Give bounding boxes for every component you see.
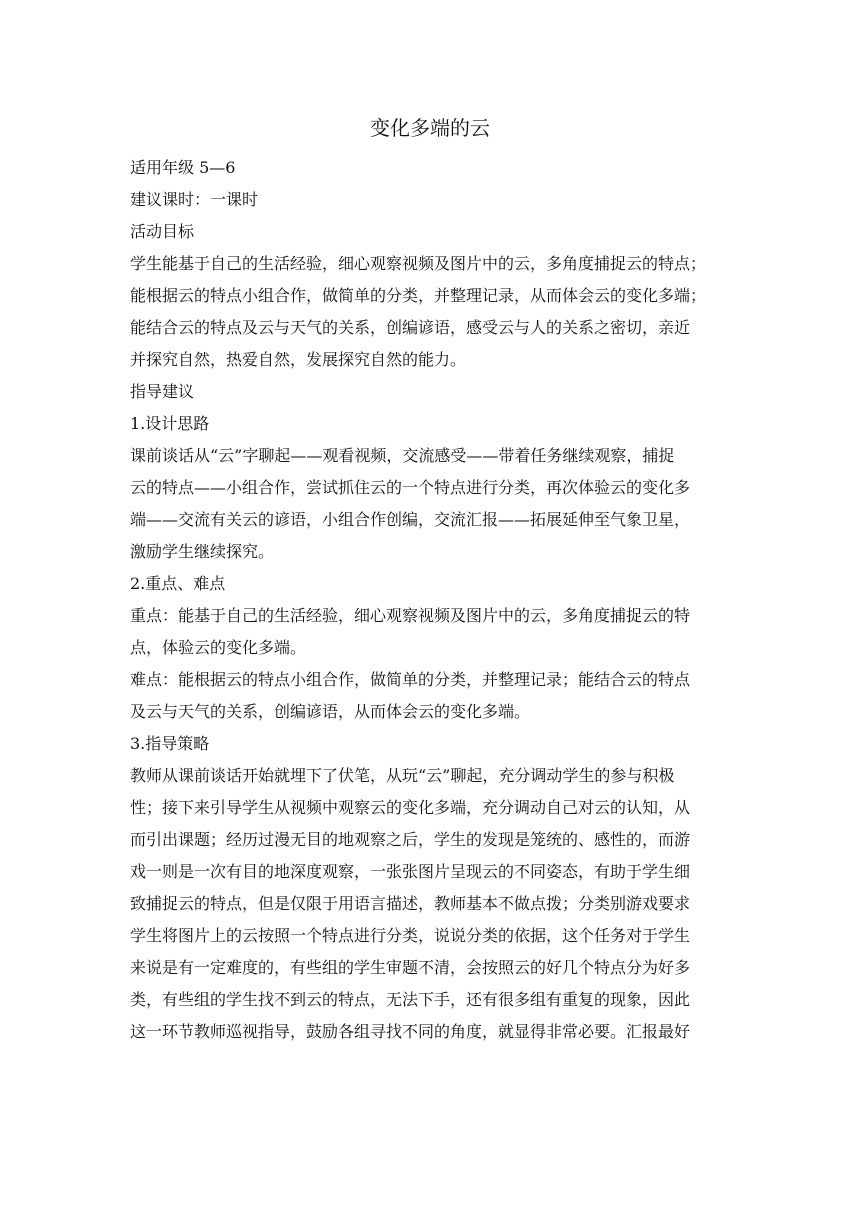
goals-line: 并探究自然，热爱自然，发展探究自然的能力。 [130, 350, 467, 369]
difficulties-line: 难点：能根据云的特点小组合作，做简单的分类，并整理记录；能结合云的特点 [130, 670, 691, 689]
strategy-line: 戏一则是一次有目的地深度观察，一张张图片呈现云的不同姿态，有助于学生细 [130, 862, 691, 881]
key-points-line: 重点：能基于自己的生活经验，细心观察视频及图片中的云，多角度捕捉云的特 [130, 606, 691, 625]
strategy-line: 类，有些组的学生找不到云的特点，无法下手，还有很多组有重复的现象，因此 [130, 990, 691, 1009]
design-idea-line: 激励学生继续探究。 [130, 542, 275, 561]
goals-line: 学生能基于自己的生活经验，细心观察视频及图片中的云，多角度捕捉云的特点； [130, 254, 707, 273]
difficulties-line: 及云与天气的关系，创编谚语，从而体会云的变化多端。 [130, 702, 531, 721]
goals-heading: 活动目标 [130, 222, 195, 241]
document-title: 变化多端的云 [370, 116, 490, 140]
strategy-line: 致捕捉云的特点，但是仅限于用语言描述，教师基本不做点拨；分类别游戏要求 [130, 894, 691, 913]
key-points-paragraph [130, 600, 730, 664]
strategy-line: 学生将图片上的云按照一个特点进行分类，说说分类的依据，这个任务对于学生 [130, 926, 691, 945]
key-points-line: 点，体验云的变化多端。 [130, 638, 307, 657]
strategy-line: 性；接下来引导学生从视频中观察云的变化多端，充分调动自己对云的认知，从 [130, 798, 691, 817]
goals-line: 能根据云的特点小组合作，做简单的分类，并整理记录，从而体会云的变化多端； [130, 286, 707, 305]
grade-line: 适用年级 5—6 [130, 158, 236, 177]
document-body [130, 110, 730, 1048]
strategy-line: 而引出课题；经历过漫无目的地观察之后，学生的发现是笼统的、感性的，而游 [130, 830, 691, 849]
strategy-line: 来说是有一定难度的，有些组的学生审题不清，会按照云的好几个特点分为好多 [130, 958, 691, 977]
key-difficult-heading: 2.重点、难点 [130, 574, 226, 593]
goals-paragraph [130, 248, 730, 376]
design-idea-line: 端——交流有关云的谚语，小组合作创编，交流汇报——拓展延伸至气象卫星， [130, 510, 691, 529]
strategy-line: 这一环节教师巡视指导，鼓励各组寻找不同的角度，就显得非常必要。汇报最好 [130, 1022, 691, 1041]
strategy-heading: 3.指导策略 [130, 734, 210, 753]
design-idea-line: 课前谈话从“云”字聊起——观看视频，交流感受——带着任务继续观察，捕捉 [130, 446, 675, 465]
guidance-heading: 指导建议 [130, 382, 195, 401]
design-idea-line: 云的特点——小组合作，尝试抓住云的一个特点进行分类，再次体验云的变化多 [130, 478, 691, 497]
class-hours-line: 建议课时：一课时 [130, 190, 259, 209]
goals-line: 能结合云的特点及云与天气的关系，创编谚语，感受云与人的关系之密切，亲近 [130, 318, 691, 337]
design-idea-paragraph [130, 440, 730, 568]
strategy-line: 教师从课前谈话开始就埋下了伏笔，从玩“云”聊起，充分调动学生的参与积极 [130, 766, 675, 785]
strategy-paragraph [130, 760, 730, 1048]
difficulties-paragraph [130, 664, 730, 728]
design-idea-heading: 1.设计思路 [130, 414, 210, 433]
